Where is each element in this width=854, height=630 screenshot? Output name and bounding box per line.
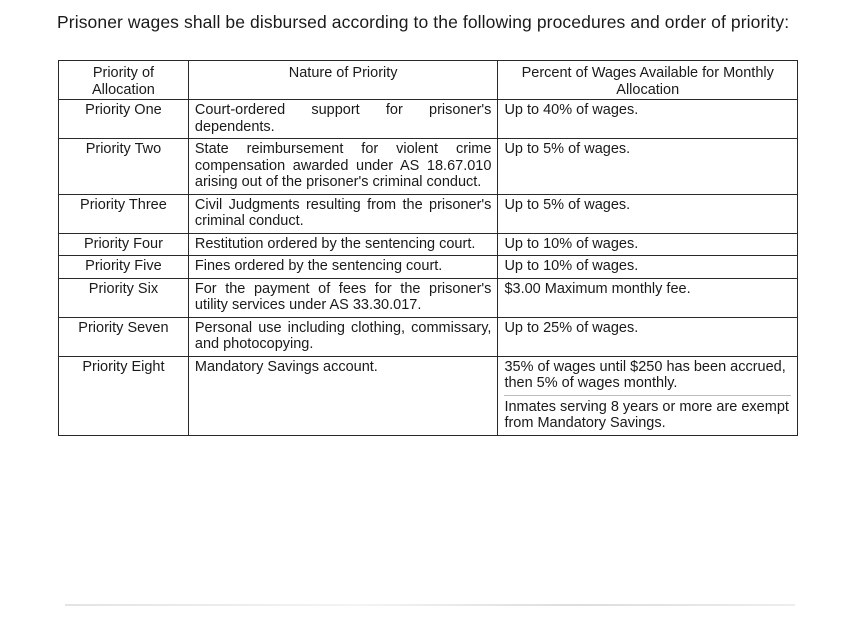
nature-cell: Court-ordered support for prisoner's dependents. [188, 100, 498, 139]
priority-cell: Priority Eight [59, 356, 189, 435]
priority-cell: Priority Five [59, 256, 189, 279]
header-nature: Nature of Priority [188, 61, 498, 100]
wage-priority-table [58, 60, 798, 436]
mandatory-savings-exemption-note: Inmates serving 8 years or more are exempt from Mandatory Savings. [504, 395, 791, 432]
percent-cell: Up to 10% of wages. [498, 256, 798, 279]
table-row [59, 256, 798, 279]
nature-cell: Mandatory Savings account. [188, 356, 498, 435]
table-row [59, 100, 798, 139]
percent-cell [498, 356, 798, 435]
priority-cell: Priority Four [59, 233, 189, 256]
percent-cell: Up to 5% of wages. [498, 194, 798, 233]
percent-cell: Up to 10% of wages. [498, 233, 798, 256]
percent-text: 35% of wages until $250 has been accrued, then 5% of wages monthly. [504, 358, 786, 391]
nature-cell: Civil Judgments resulting from the prisoner's criminal conduct. [188, 194, 498, 233]
header-percent: Percent of Wages Available for Monthly Allocation [498, 61, 798, 100]
scan-artifact-line [65, 604, 795, 606]
nature-cell: State reimbursement for violent crime compensation awarded under AS 18.67.010 arising out of the prisoner's criminal conduct. [188, 139, 498, 195]
priority-cell: Priority Two [59, 139, 189, 195]
table-row [59, 278, 798, 317]
percent-cell: Up to 25% of wages. [498, 317, 798, 356]
priority-cell: Priority Three [59, 194, 189, 233]
nature-cell: Restitution ordered by the sentencing court. [188, 233, 498, 256]
priority-cell: Priority One [59, 100, 189, 139]
nature-cell: For the payment of fees for the prisoner's utility services under AS 33.30.017. [188, 278, 498, 317]
nature-cell: Fines ordered by the sentencing court. [188, 256, 498, 279]
percent-cell: $3.00 Maximum monthly fee. [498, 278, 798, 317]
priority-cell: Priority Seven [59, 317, 189, 356]
intro-paragraph: Prisoner wages shall be disbursed according to the following procedures and order of priority: [57, 12, 790, 32]
table-row [59, 356, 798, 435]
table-row [59, 194, 798, 233]
header-priority: Priority of Allocation [59, 61, 189, 100]
percent-cell: Up to 5% of wages. [498, 139, 798, 195]
table-row [59, 317, 798, 356]
priority-cell: Priority Six [59, 278, 189, 317]
table-header-row [59, 61, 798, 100]
table-row [59, 233, 798, 256]
nature-cell: Personal use including clothing, commissary, and photocopying. [188, 317, 498, 356]
table-row [59, 139, 798, 195]
percent-cell: Up to 40% of wages. [498, 100, 798, 139]
